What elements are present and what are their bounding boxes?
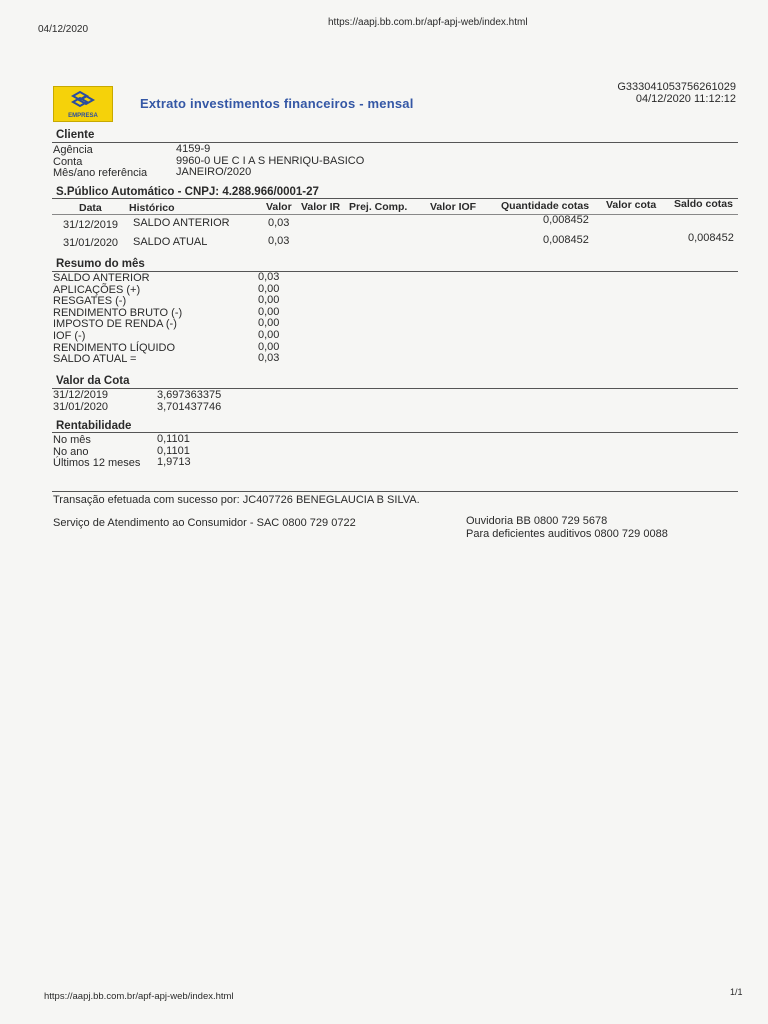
col-quantidade-cotas: Quantidade cotas	[501, 200, 590, 212]
document-code	[617, 81, 736, 105]
resumo-label: SALDO ANTERIOR	[53, 272, 150, 284]
resumo-values	[258, 272, 279, 365]
resumo-label: IOF (-)	[53, 329, 86, 342]
resumo-label: RENDIMENTO BRUTO (-)	[53, 306, 183, 319]
document-datetime: 04/12/2020 11:12:12	[635, 93, 736, 105]
cliente-heading: Cliente	[56, 129, 95, 141]
valor-cota-heading: Valor da Cota	[56, 375, 130, 387]
value-agencia: 4159-9	[176, 143, 211, 155]
resumo-value: 0,00	[258, 317, 280, 330]
resumo-label: IMPOSTO DE RENDA (-)	[53, 318, 177, 331]
col-valor: Valor	[266, 201, 292, 213]
rent-label: No ano	[53, 445, 89, 458]
row2-saldo: 0,008452	[688, 232, 734, 244]
resumo-value: 0,00	[258, 282, 280, 295]
label-conta: Conta	[53, 155, 83, 168]
resumo-value: 0,03	[258, 271, 280, 283]
valor-cota-values	[157, 390, 221, 413]
sac-contact: Serviço de Atendimento ao Consumidor - SAC 0800 729 0722	[53, 517, 356, 529]
cota-value: 3,697363375	[157, 389, 222, 401]
col-historico: Histórico	[129, 202, 175, 214]
row1-valor: 0,03	[268, 217, 290, 229]
value-referencia: JANEIRO/2020	[176, 166, 252, 179]
document-id: G333041053756261029	[617, 81, 736, 93]
col-prej-comp: Prej. Comp.	[349, 201, 408, 213]
resumo-heading: Resumo do mês	[56, 258, 145, 270]
value-conta: 9960-0 UE C I A S HENRIQU-BASICO	[176, 154, 365, 167]
col-valor-cota: Valor cota	[606, 199, 657, 211]
transaction-confirmation: Transação efetuada com sucesso por: JC407726 BENEGLAUCIA B SILVA.	[53, 494, 420, 506]
resumo-labels	[53, 273, 182, 366]
divider	[52, 388, 738, 389]
col-valor-ir: Valor IR	[301, 201, 341, 213]
cota-date: 31/12/2019	[53, 389, 109, 401]
row1-historico: SALDO ANTERIOR	[133, 217, 230, 229]
deficientes-contact: Para deficientes auditivos 0800 729 0088	[466, 528, 668, 540]
rent-value: 0,1101	[157, 433, 190, 445]
rent-value: 0,1101	[157, 444, 190, 457]
rentabilidade-heading: Rentabilidade	[56, 420, 132, 432]
label-referencia: Mês/ano referência	[53, 167, 148, 180]
rentabilidade-labels	[53, 435, 140, 470]
print-url: https://aapj.bb.com.br/apf-apj-web/index.html	[328, 17, 528, 28]
page-number: 1/1	[730, 987, 743, 997]
row1-quantidade: 0,008452	[543, 214, 589, 226]
resumo-label: SALDO ATUAL =	[53, 353, 137, 366]
print-date: 04/12/2020	[38, 24, 89, 35]
resumo-value: 0,00	[258, 328, 280, 341]
divider	[52, 432, 738, 433]
bank-logo	[53, 86, 113, 122]
bb-logo-icon	[70, 90, 96, 110]
resumo-label: RENDIMENTO LÍQUIDO	[53, 341, 176, 354]
valor-cota-dates	[53, 390, 108, 413]
divider	[52, 271, 738, 272]
resumo-value: 0,00	[258, 305, 280, 318]
row2-quantidade: 0,008452	[543, 234, 589, 246]
cliente-values	[176, 144, 364, 179]
cota-date: 31/01/2020	[53, 400, 109, 413]
rentabilidade-values	[157, 434, 191, 469]
page-title: Extrato investimentos financeiros - mensal	[140, 96, 414, 111]
resumo-value: 0,00	[258, 294, 280, 307]
divider	[52, 491, 738, 492]
resumo-value: 0,03	[258, 352, 280, 365]
ouvidoria-contact: Ouvidoria BB 0800 729 5678	[466, 515, 608, 527]
rent-label: Últimos 12 meses	[53, 457, 141, 470]
resumo-value: 0,00	[258, 340, 280, 353]
rent-value: 1,9713	[157, 456, 191, 469]
resumo-label: APLICAÇÕES (+)	[53, 283, 141, 296]
print-footer-url: https://aapj.bb.com.br/apf-apj-web/index.html	[44, 991, 234, 1002]
row1-data: 31/12/2019	[63, 219, 119, 231]
resumo-label: RESGATES (-)	[53, 295, 127, 308]
row2-valor: 0,03	[268, 235, 290, 247]
label-agencia: Agência	[53, 144, 93, 156]
rent-label: No mês	[53, 434, 91, 446]
fund-heading: S.Público Automático - CNPJ: 4.288.966/0001-27	[56, 186, 319, 198]
row2-historico: SALDO ATUAL	[133, 236, 208, 248]
col-valor-iof: Valor IOF	[430, 201, 477, 213]
col-data: Data	[79, 202, 102, 214]
cota-value: 3,701437746	[157, 400, 222, 413]
divider	[52, 142, 738, 143]
logo-label: EMPRESA	[68, 113, 98, 119]
divider	[52, 214, 738, 215]
col-saldo-cotas: Saldo cotas	[674, 198, 733, 210]
cliente-labels	[53, 145, 147, 180]
row2-data: 31/01/2020	[63, 237, 119, 249]
